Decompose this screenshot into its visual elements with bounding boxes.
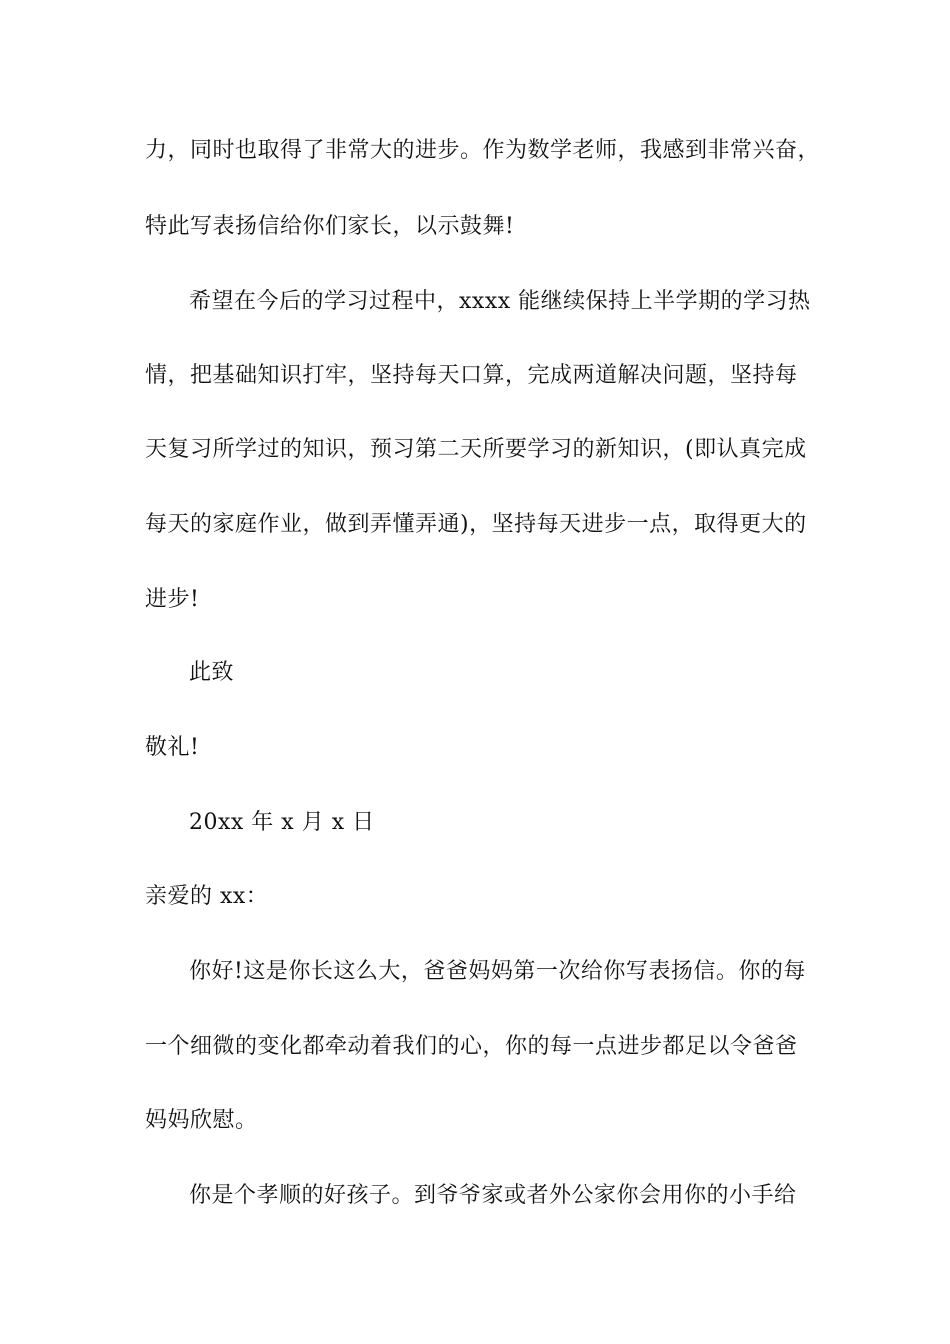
paragraph-line: 希望在今后的学习过程中，xxxx 能继续保持上半学期的学习热 xyxy=(189,289,811,314)
paragraph-line: 你好!这是你长这么大，爸爸妈妈第一次给你写表扬信。你的每 xyxy=(189,959,806,984)
paragraph-line: 妈妈欣慰。 xyxy=(145,1108,258,1133)
paragraph-line: 力，同时也取得了非常大的进步。作为数学老师，我感到非常兴奋， xyxy=(145,138,821,163)
paragraph-line: 每天的家庭作业，做到弄懂弄通)，坚持每天进步一点，取得更大的 xyxy=(145,512,807,537)
paragraph-line: 天复习所学过的知识，预习第二天所要学习的新知识，(即认真完成 xyxy=(145,437,807,462)
paragraph-line: 情，把基础知识打牢，坚持每天口算，完成两道解决问题，坚持每 xyxy=(145,363,798,388)
closing-salutation: 此致 xyxy=(189,660,235,685)
paragraph-line: 特此写表扬信给你们家长，以示鼓舞! xyxy=(145,214,515,239)
letter-date: 20xx 年 x 月 x 日 xyxy=(189,810,375,835)
paragraph-line: 一个细微的变化都牵动着我们的心，你的每一点进步都足以令爸爸 xyxy=(145,1034,798,1059)
closing-regards: 敬礼! xyxy=(145,735,200,760)
paragraph-line: 进步! xyxy=(145,587,200,612)
paragraph-line: 你是个孝顺的好孩子。到爷爷家或者外公家你会用你的小手给 xyxy=(189,1183,797,1208)
greeting: 亲爱的 xx： xyxy=(145,884,269,909)
